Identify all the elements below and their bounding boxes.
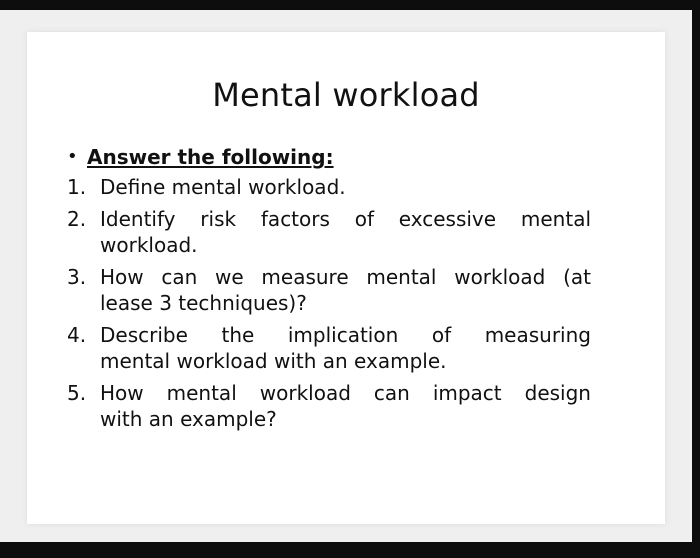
list-item-line: Describe the implication of measuring bbox=[100, 323, 591, 347]
slide bbox=[27, 32, 665, 524]
list-item bbox=[67, 322, 591, 374]
list-number: 4. bbox=[67, 323, 87, 347]
list-item bbox=[67, 206, 591, 258]
bullet-dot-icon: • bbox=[67, 146, 78, 167]
list-number: 2. bbox=[67, 207, 87, 231]
list-item-line: with an example? bbox=[100, 407, 277, 431]
prompt-text: Answer the following: bbox=[87, 145, 334, 169]
list-number: 1. bbox=[67, 175, 87, 199]
list-item-line: Identify risk factors of excessive mental bbox=[100, 207, 591, 231]
list-item-line: workload. bbox=[100, 233, 198, 257]
list-item-text bbox=[100, 380, 591, 432]
list-item-line: mental workload with an example. bbox=[100, 349, 447, 373]
list-item bbox=[67, 174, 591, 200]
slide-content bbox=[67, 144, 591, 438]
list-number: 5. bbox=[67, 381, 87, 405]
slide-frame bbox=[0, 10, 692, 542]
bullet-prompt bbox=[67, 144, 591, 170]
list-item-line: lease 3 techniques)? bbox=[100, 291, 307, 315]
list-item-text bbox=[100, 174, 591, 200]
slide-title: Mental workload bbox=[212, 76, 480, 114]
list-item bbox=[67, 264, 591, 316]
list-number: 3. bbox=[67, 265, 87, 289]
list-item-text bbox=[100, 322, 591, 374]
list-item-line: Define mental workload. bbox=[100, 175, 346, 199]
list-item-line: How can we measure mental workload (at bbox=[100, 265, 591, 289]
list-item-text bbox=[100, 206, 591, 258]
list-item bbox=[67, 380, 591, 432]
list-item-text bbox=[100, 264, 591, 316]
list-item-line: How mental workload can impact design bbox=[100, 381, 591, 405]
